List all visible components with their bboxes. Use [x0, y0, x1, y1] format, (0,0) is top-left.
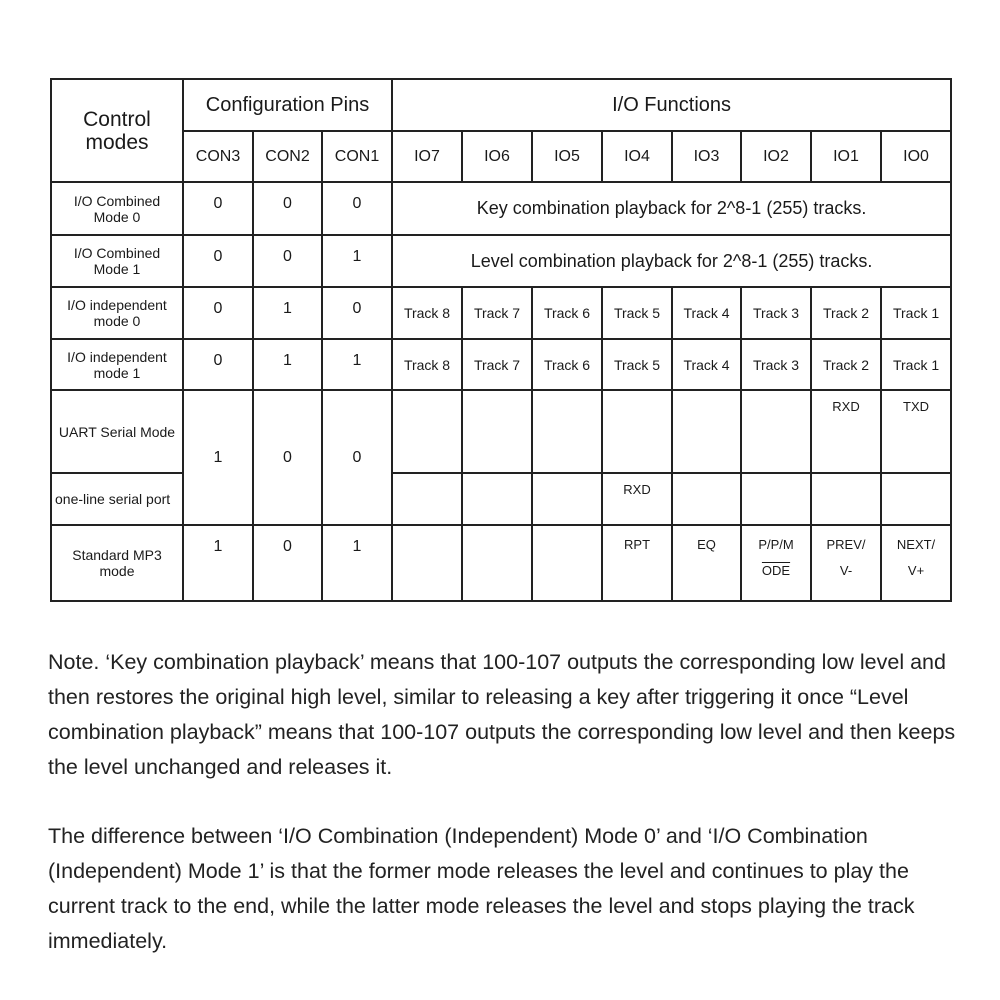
table-row — [51, 235, 951, 287]
io-cell — [532, 390, 602, 473]
signal-label: RXD — [811, 390, 881, 473]
pin-value: 0 — [322, 182, 392, 235]
signal-label: TXD — [881, 390, 951, 473]
pin-value: 0 — [253, 525, 322, 601]
col-io0: IO0 — [881, 131, 951, 182]
io-cell — [392, 525, 462, 601]
mode-label: I/O independent mode 0 — [51, 287, 183, 339]
io-functions-header: I/O Functions — [392, 79, 951, 131]
pin-value: 0 — [322, 390, 392, 525]
table-row — [51, 525, 951, 601]
table-row — [51, 339, 951, 390]
mode-label: I/O independent mode 1 — [51, 339, 183, 390]
io-cell — [741, 390, 811, 473]
signal-label-line2: V+ — [907, 563, 925, 578]
pin-value: 1 — [253, 287, 322, 339]
io-cell — [602, 390, 672, 473]
note-paragraph-1: Note. ‘Key combination playback’ means that 100-107 outputs the corresponding low level and then restores the original high level, similar to releasing a key after triggering it once “Level combination playback” means that 100-107 outputs the corresponding low level and then keeps the level unchanged and releases it. — [48, 650, 956, 779]
signal-label: RXD — [602, 473, 672, 525]
note-paragraph-2: The difference between ‘I/O Combination (Independent) Mode 0’ and ‘I/O Combination (Independent) Mode 1’ is that the former mode releases the level and continues to play the current track to the end, while the latter mode releases the level and stops playing the track immediately. — [48, 824, 915, 953]
track-cell: Track 2 — [811, 339, 881, 390]
pin-value: 0 — [183, 235, 253, 287]
pin-value: 1 — [322, 525, 392, 601]
pin-value: 1 — [322, 235, 392, 287]
signal-label — [811, 525, 881, 601]
notes-section — [48, 645, 958, 959]
track-cell: Track 3 — [741, 339, 811, 390]
io-function-description: Key combination playback for 2^8-1 (255) tracks. — [392, 182, 951, 235]
signal-label-line2: $\overline{ODE}$ — [761, 563, 791, 578]
pin-value: 1 — [183, 390, 253, 525]
table-subheader-row — [51, 131, 951, 182]
io-cell — [532, 473, 602, 525]
track-cell: Track 5 — [602, 339, 672, 390]
pin-value: 0 — [183, 182, 253, 235]
col-con1: CON1 — [322, 131, 392, 182]
pin-value: 1 — [183, 525, 253, 601]
control-modes-header: Control modes — [51, 79, 183, 182]
track-cell: Track 3 — [741, 287, 811, 339]
signal-label — [881, 525, 951, 601]
pin-value: 0 — [322, 287, 392, 339]
track-cell: Track 7 — [462, 287, 532, 339]
signal-label-line1: PREV/ — [826, 537, 866, 552]
signal-label-line2: V- — [839, 563, 853, 578]
table-header-row — [51, 79, 951, 131]
col-io3: IO3 — [672, 131, 741, 182]
io-cell — [741, 473, 811, 525]
io-cell — [672, 390, 741, 473]
mode-label: I/O Combined Mode 0 — [51, 182, 183, 235]
track-cell: Track 5 — [602, 287, 672, 339]
pin-value: 0 — [253, 182, 322, 235]
io-cell — [672, 473, 741, 525]
io-function-description: Level combination playback for 2^8-1 (255) tracks. — [392, 235, 951, 287]
config-pins-header: Configuration Pins — [183, 79, 392, 131]
track-cell: Track 8 — [392, 339, 462, 390]
pin-value: 1 — [322, 339, 392, 390]
col-con3: CON3 — [183, 131, 253, 182]
col-io7: IO7 — [392, 131, 462, 182]
io-cell — [811, 473, 881, 525]
control-modes-table — [50, 78, 952, 602]
io-cell — [462, 473, 532, 525]
track-cell: Track 7 — [462, 339, 532, 390]
io-cell — [392, 390, 462, 473]
io-cell — [532, 525, 602, 601]
col-io5: IO5 — [532, 131, 602, 182]
signal-label — [741, 525, 811, 601]
table-row — [51, 287, 951, 339]
track-cell: Track 1 — [881, 339, 951, 390]
table-row — [51, 390, 951, 473]
mode-label: I/O Combined Mode 1 — [51, 235, 183, 287]
signal-label-line1: P/P/M — [758, 537, 794, 552]
mode-label: UART Serial Mode — [51, 390, 183, 473]
track-cell: Track 2 — [811, 287, 881, 339]
track-cell: Track 4 — [672, 287, 741, 339]
pin-value: 0 — [183, 339, 253, 390]
mode-label: Standard MP3 mode — [51, 525, 183, 601]
signal-label: RPT — [602, 525, 672, 601]
table-row — [51, 182, 951, 235]
pin-value: 0 — [183, 287, 253, 339]
col-io2: IO2 — [741, 131, 811, 182]
track-cell: Track 1 — [881, 287, 951, 339]
pin-value: 0 — [253, 235, 322, 287]
col-io1: IO1 — [811, 131, 881, 182]
signal-label-line1: NEXT/ — [896, 537, 936, 552]
pin-value: 0 — [253, 390, 322, 525]
pin-value: 1 — [253, 339, 322, 390]
track-cell: Track 8 — [392, 287, 462, 339]
col-con2: CON2 — [253, 131, 322, 182]
io-cell — [392, 473, 462, 525]
track-cell: Track 4 — [672, 339, 741, 390]
io-cell — [462, 390, 532, 473]
track-cell: Track 6 — [532, 287, 602, 339]
io-cell — [462, 525, 532, 601]
col-io6: IO6 — [462, 131, 532, 182]
col-io4: IO4 — [602, 131, 672, 182]
io-cell — [881, 473, 951, 525]
mode-label: one-line serial port — [51, 473, 183, 525]
signal-label: EQ — [672, 525, 741, 601]
track-cell: Track 6 — [532, 339, 602, 390]
